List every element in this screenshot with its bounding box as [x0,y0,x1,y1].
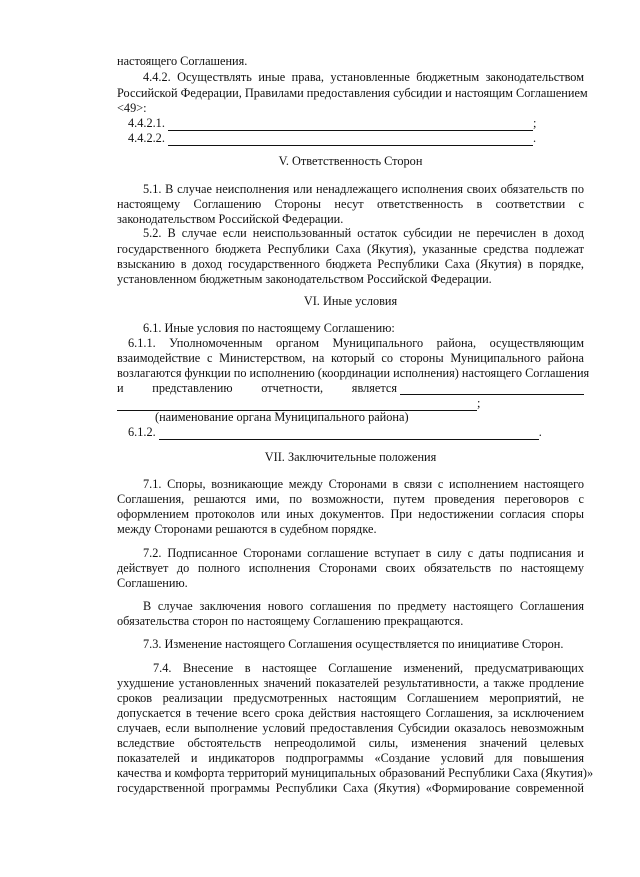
fill-in-blank [168,134,533,146]
text-line: 7.2. Подписанное Сторонами соглашение вступает в силу с даты подписания и [143,546,584,560]
text-line: В случае заключения нового соглашения по предмету настоящего Соглашения [143,599,584,613]
text-line: настоящего Соглашения. [117,54,248,68]
text-line: <49>: [117,101,147,115]
text-line: вследствие обстоятельств непреодолимой силы, изменения значений целевых [117,736,584,750]
text-line: ухудшение установленных значений показателей результативности, а также продление [117,676,584,690]
fill-in-blank [168,119,533,131]
text-line: 5.2. В случае если неиспользованный остаток субсидии не перечислен в доход [143,226,584,240]
text-line: взаимодействие с Министерством, на который со стороны Муниципального района [117,351,584,365]
text-line: установленном бюджетным законодательством Российской Федерации. [117,272,492,286]
clause-number: 6.1.2. [128,425,156,439]
clause-number: 4.4.2.1. [128,116,165,130]
blank-line-6-1-2 [128,425,548,440]
text-line: оформлением протоколов или иных документов. При недостижении согласия споры [117,507,584,521]
text-line: качества и комфорта территорий муниципальных образований Республики Саха (Якутия)» [117,766,594,780]
text-line: 6.1. Иные условия по настоящему Соглашению: [143,321,395,335]
text-line: действует до полного исполнения Сторонами своих обязательств по настоящему [117,561,584,575]
text-line: 7.4. Внесение в настоящее Соглашение изменений, предусматривающих [153,661,584,675]
section-heading: VII. Заключительные положения [264,450,437,464]
section-heading: VI. Иные условия [303,294,398,308]
text-line: Соглашению. [117,576,188,590]
text-line: 7.1. Споры, возникающие между Сторонами в связи с исполнением настоящего [143,477,584,491]
text-line: 4.4.2. Осуществлять иные права, установленные бюджетным законодательством [143,70,584,84]
text-line: показателей и индикаторов подпрограммы «Создание условий для повышения [117,751,584,765]
section-heading: V. Ответственность Сторон [278,154,423,168]
fill-in-blank [159,428,539,440]
text-line: 6.1.1. Уполномоченным органом Муниципального района, осуществляющим [128,336,584,350]
text-line: государственной программы Республики Саха (Якутия) «Формирование современной [117,781,584,795]
text-line: обязательства сторон по настоящему Соглашению прекращаются. [117,614,464,628]
punctuation: . [532,131,537,145]
blank-caption: (наименование органа Муниципального района) [155,410,409,424]
text-line: возлагаются функции по исполнению (координации исполнения) настоящего Соглашения [117,366,590,380]
text-line: Российской Федерации, Правилами предоставления субсидии и настоящим Соглашением [117,86,588,100]
fill-in-blank [400,383,584,395]
text-line: Соглашения, решаются ими, по возможности, путем проведения переговоров с [117,492,584,506]
text-line: и представлению отчетности, является [117,381,397,395]
text-line: взысканию в доход государственного бюджета Республики Саха (Якутия) в порядке, [117,257,584,271]
text-line: 5.1. В случае неисполнения или ненадлежащего исполнения своих обязательств по [143,182,584,196]
text-line: между Сторонами решаются в судебном порядке. [117,522,377,536]
text-line: законодательством Российской Федерации. [117,212,344,226]
punctuation: . [538,425,542,439]
text-line: 7.3. Изменение настоящего Соглашения осуществляется по инициативе Сторон. [143,637,564,651]
text-line: сроков реализации предусмотренных настоящим Соглашением мероприятий, не [117,691,584,705]
blank-line-authority [117,396,587,411]
text-line: допускается в течение всего срока действия настоящего Соглашения, за исключением [117,706,584,720]
punctuation: ; [532,116,537,130]
text-line: государственного бюджета Республики Саха (Якутия), указанные средства подлежат [117,242,584,256]
text-line: настоящему Соглашению Стороны несут ответственность в соответствии с [117,197,584,211]
clause-number: 4.4.2.2. [128,131,165,145]
text-line: случаев, если выполнение условий предоставления Субсидии оказалось невозможным [117,721,584,735]
blank-line-4-4-2-2 [128,131,548,146]
punctuation: ; [477,396,481,410]
blank-line-4-4-2-1 [128,116,548,131]
